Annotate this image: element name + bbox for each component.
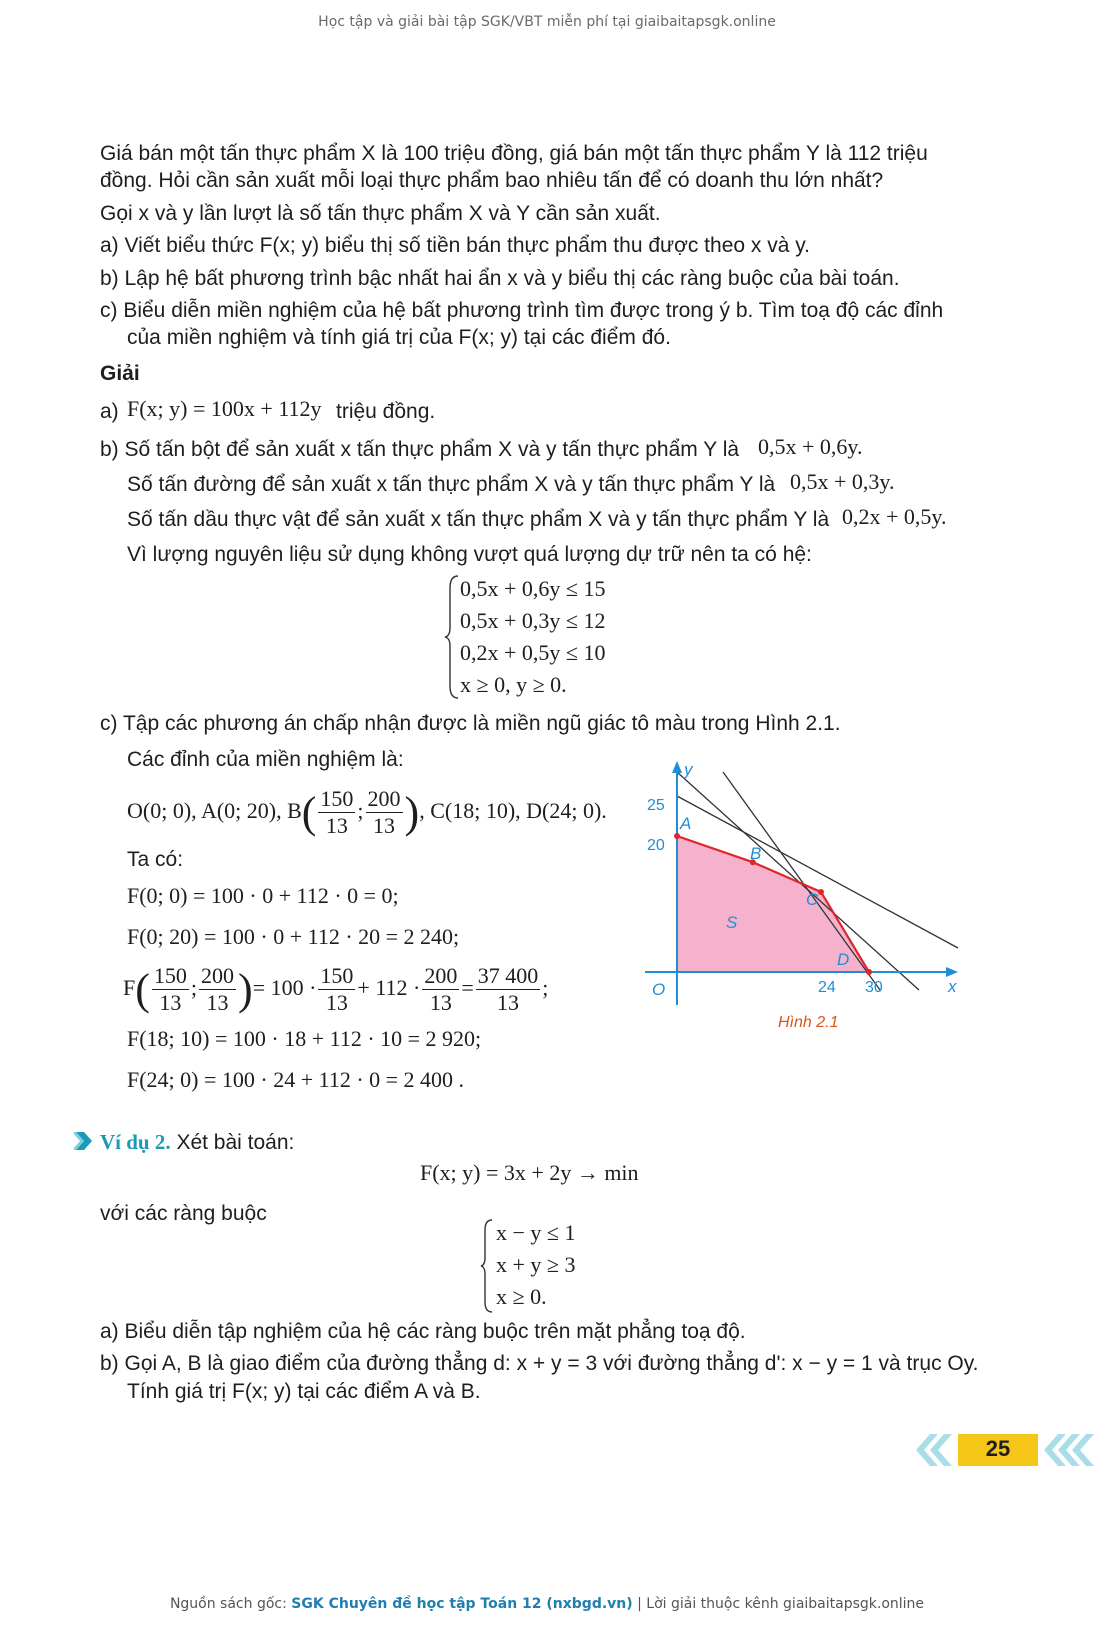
- question-c-line-2: của miền nghiệm và tính giá trị của F(x; y) tại các điểm đó.: [127, 326, 671, 349]
- fraction: $\frac{200}{13}$: [367, 786, 401, 839]
- system-row: 0,2x + 0,5y ≤ 10: [460, 640, 606, 665]
- example-2-constraint: x ≥ 0.: [496, 1284, 547, 1309]
- question-c-line-1: c) Biểu diễn miền nghiệm của hệ bất phương trình tìm được trong ý b. Tìm toạ độ các đỉnh: [100, 299, 944, 322]
- system-brace: [444, 574, 460, 700]
- system-row: 0,5x + 0,3y ≤ 12: [460, 608, 606, 633]
- f-value-4: F(18; 10) = 100 · 18 + 112 · 10 = 2 920;: [127, 1026, 482, 1051]
- question-b: b) Lập hệ bất phương trình bậc nhất hai ẩn x và y biểu thị các ràng buộc của bài toán.: [100, 267, 900, 290]
- solution-b-expr-1: 0,5x + 0,6y.: [758, 434, 863, 459]
- solution-b-line-2: Số tấn đường để sản xuất x tấn thực phẩm X và y tấn thực phẩm Y là: [127, 473, 776, 496]
- origin-label: O: [652, 980, 666, 999]
- problem-line-1: Giá bán một tấn thực phẩm X là 100 triệu đồng, giá bán một tấn thực phẩm Y là 112 triệu: [100, 142, 928, 165]
- solution-b-expr-3: 0,2x + 0,5y.: [842, 504, 947, 529]
- solution-title: Giải: [100, 362, 140, 385]
- problem-line-3: Gọi x và y lần lượt là số tấn thực phẩm X và Y cần sản xuất.: [100, 202, 661, 225]
- system-row: x ≥ 0, y ≥ 0.: [460, 672, 567, 697]
- solution-a-label: a): [100, 400, 119, 423]
- vertex-A-label: A: [680, 814, 692, 833]
- f-value-3: F( $\frac{150}{13}$ ; $\frac{200}{13}$ )= 100 · $\frac{150}{13}$ + 112 · $\frac{200}{13}$ = $\frac{37 400}{13}$ ;: [123, 963, 549, 1016]
- solution-b-expr-2: 0,5x + 0,3y.: [790, 469, 895, 494]
- solution-b-line-4: Vì lượng nguyên liệu sử dụng không vượt quá lượng dự trữ nên ta có hệ:: [127, 543, 812, 566]
- example-2-heading: [100, 1128, 294, 1157]
- example-2-intro: Xét bài toán:: [176, 1131, 295, 1154]
- example-2-title: Ví dụ 2.: [100, 1130, 171, 1154]
- solution-c-line-2: Các đỉnh của miền nghiệm là:: [127, 748, 404, 771]
- vertices-part-c: , C(18; 10), D(24; 0).: [419, 798, 607, 823]
- tick-24: 24: [818, 979, 836, 996]
- vertex-C-label: C: [806, 890, 819, 909]
- region-S-label: S: [726, 913, 738, 932]
- tick-30: 30: [865, 979, 883, 996]
- example-2-objective: F(x; y) = 3x + 2y → min: [420, 1160, 639, 1185]
- tick-20: 20: [647, 837, 665, 854]
- footer-source: SGK Chuyên đề học tập Toán 12 (nxbgd.vn): [291, 1596, 633, 1612]
- ta-co: Ta có:: [127, 848, 184, 871]
- figure-2-1: [630, 755, 970, 1045]
- example-2-constraint: x − y ≤ 1: [496, 1220, 576, 1245]
- f-value-1: F(0; 0) = 100 · 0 + 112 · 0 = 0;: [127, 883, 399, 908]
- example-chevron-icon: [74, 1130, 96, 1152]
- vertex-D-label: D: [837, 950, 850, 969]
- tick-25: 25: [647, 797, 665, 814]
- solution-a-unit: triệu đồng.: [336, 400, 436, 423]
- example-2-question-b-line-1: b) Gọi A, B là giao điểm của đường thẳng d: x + y = 3 với đường thẳng d': x − y = 1 và trục Oy.: [100, 1352, 979, 1375]
- page-footer: Nguồn sách gốc: SGK Chuyên đề học tập Toán 12 (nxbgd.vn) | Lời giải thuộc kênh giaibaitapsgk.online: [169, 1596, 925, 1612]
- vertices-list: O(0; 0), A(0; 20), B( $\frac{150}{13}$ ; $\frac{200}{13}$ ), C(18; 10), D(24; 0).: [127, 786, 607, 839]
- solution-c-line-1: c) Tập các phương án chấp nhận được là miền ngũ giác tô màu trong Hình 2.1.: [100, 712, 841, 735]
- y-label: y: [684, 760, 693, 779]
- question-a: a) Viết biểu thức F(x; y) biểu thị số tiền bán thực phẩm thu được theo x và y.: [100, 234, 811, 257]
- system-row: 0,5x + 0,6y ≤ 15: [460, 576, 606, 601]
- example-2-question-b-line-2: Tính giá trị F(x; y) tại các điểm A và B.: [127, 1380, 481, 1403]
- example-2-constraints-label: với các ràng buộc: [100, 1202, 267, 1225]
- page-header: Học tập và giải bài tập SGK/VBT miễn phí tại giaibaitapsgk.online: [318, 14, 776, 30]
- vertex-B-label: B: [750, 844, 762, 863]
- vertices-part-a: O(0; 0), A(0; 20), B: [127, 798, 302, 823]
- f-value-5: F(24; 0) = 100 · 24 + 112 · 0 = 2 400 .: [127, 1067, 465, 1092]
- example-2-brace: [480, 1218, 494, 1314]
- x-label: x: [948, 977, 957, 996]
- problem-line-2: đồng. Hỏi cần sản xuất mỗi loại thực phẩm bao nhiêu tấn để có doanh thu lớn nhất?: [100, 169, 884, 192]
- example-2-constraint: x + y ≥ 3: [496, 1252, 576, 1277]
- f-value-2: F(0; 20) = 100 · 0 + 112 · 20 = 2 240;: [127, 924, 460, 949]
- solution-a-expression: F(x; y) = 100x + 112y: [127, 396, 322, 421]
- solution-b-line-3: Số tấn dầu thực vật để sản xuất x tấn thực phẩm X và y tấn thực phẩm Y là: [127, 508, 830, 531]
- fraction: $\frac{150}{13}$: [320, 786, 354, 839]
- page-number: 25: [985, 1436, 1011, 1461]
- solution-b-line-1: b) Số tấn bột để sản xuất x tấn thực phẩm X và y tấn thực phẩm Y là: [100, 438, 740, 461]
- figure-caption: Hình 2.1: [778, 1014, 839, 1031]
- example-2-question-a: a) Biểu diễn tập nghiệm của hệ các ràng buộc trên mặt phẳng toạ độ.: [100, 1320, 746, 1343]
